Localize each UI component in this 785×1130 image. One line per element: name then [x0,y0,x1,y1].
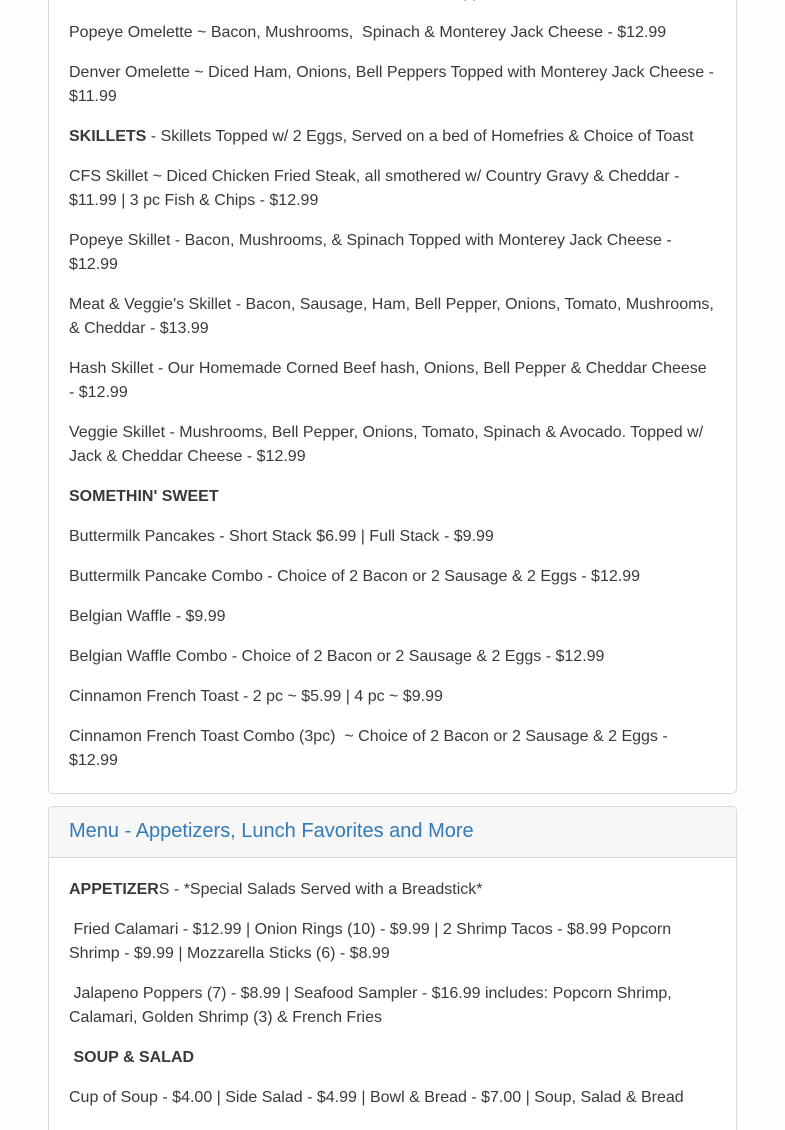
menu-item: SKILLETS - Skillets Topped w/ 2 Eggs, Served on a bed of Homefries & Choice of Toast [69,128,694,145]
menu-item: Meat & Veggie's Skillet - Bacon, Sausage, Ham, Bell Pepper, Onions, Tomato, Mushrooms, & Cheddar - $13.99 [69,296,719,337]
menu-card-appetizers-lunch [48,806,737,1130]
menu-item: Veggie Skillet - Mushrooms, Bell Pepper, Onions, Tomato, Spinach & Avocado. Topped w/ Jack & Cheddar Cheese - $12.99 [69,424,708,465]
menu-item: Cup of Soup - $4.00 | Side Salad - $4.99 | Bowl & Bread - $7.00 | Soup, Salad & Bread [69,1089,684,1106]
menu-card-header [49,807,736,858]
menu-item: Belgian Waffle - $9.99 [69,608,226,625]
menu-item [69,1046,716,1070]
appetizers-card-body [49,858,736,1130]
page-container [48,0,737,1130]
menu-section-label: SKILLETS [69,128,147,145]
menu-section-label: SOMETHIN' SWEET [69,488,219,505]
menu-item: Cinnamon French Toast Combo (3pc) ~ Choice of 2 Bacon or 2 Sausage & 2 Eggs - $12.99 [69,728,673,769]
menu-item: Buttermilk Pancake Combo - Choice of 2 Bacon or 2 Sausage & 2 Eggs - $12.99 [69,568,640,585]
menu-item: Belgian Waffle Combo - Choice of 2 Bacon or 2 Sausage & 2 Eggs - $12.99 [69,648,605,665]
menu-item: Popeye Omelette ~ Bacon, Mushrooms, Spinach & Monterey Jack Cheese - $12.99 [69,24,667,41]
breakfast-card-body [49,0,736,793]
menu-item: APPETIZERS - *Special Salads Served with a Breadstick* [69,881,483,898]
menu-item: Cinnamon French Toast - 2 pc ~ $5.99 | 4 pc ~ $9.99 [69,688,443,705]
menu-item: Denver Omelette ~ Diced Ham, Onions, Bell Peppers Topped with Monterey Jack Cheese - $11.99 [69,64,719,105]
menu-item [69,0,716,5]
menu-section-label: SOUP & SALAD [73,1049,195,1066]
menu-item: Jalapeno Poppers (7) - $8.99 | Seafood Sampler - $16.99 includes: Popcorn Shrimp, Calamari, Golden Shrimp (3) & French Fries [69,985,677,1026]
menu-item: CFS Skillet ~ Diced Chicken Fried Steak, all smothered w/ Country Gravy & Cheddar - $11.99 | 3 pc Fish & Chips - $12.99 [69,168,684,209]
menu-item: Hash Skillet - Our Homemade Corned Beef hash, Onions, Bell Pepper & Cheddar Cheese - $12.99 [69,360,712,401]
menu-item: Fried Calamari - $12.99 | Onion Rings (10) - $9.99 | 2 Shrimp Tacos - $8.99 Popcorn Shrimp - $9.99 | Mozzarella Sticks (6) - $8.99 [69,921,676,962]
menu-item [69,485,716,509]
menu-item: Popeye Skillet - Bacon, Mushrooms, & Spinach Topped with Monterey Jack Cheese - $12.99 [69,232,677,273]
menu-item: Buttermilk Pancakes - Short Stack $6.99 | Full Stack - $9.99 [69,528,494,545]
menu-section-label: APPETIZER [69,881,159,898]
menu-card-breakfast [48,0,737,794]
menu-section-title-link[interactable]: Menu - Appetizers, Lunch Favorites and More [69,820,474,842]
